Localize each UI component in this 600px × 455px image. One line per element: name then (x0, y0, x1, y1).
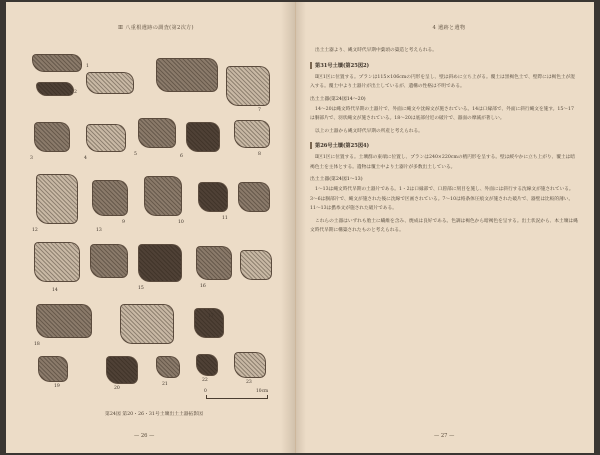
sherd-label-10: 10 (178, 220, 184, 225)
sherd-3 (86, 72, 134, 94)
sherd-label-1: 1 (86, 64, 89, 69)
sherd-5 (226, 66, 270, 106)
intro-paragraph: 出土土器より、縄文時代早期中葉頃の築造と考えられる。 (315, 48, 437, 53)
sherd-label-8: 8 (258, 152, 261, 157)
section-subheading: 出土土器(第24図1〜13) (310, 177, 363, 182)
sherd-1 (32, 54, 82, 72)
folio: — 27 — (434, 433, 455, 439)
scale-bar (206, 395, 268, 399)
sherd-label-5: 5 (134, 152, 137, 157)
sherd-label-17: 17 (208, 314, 214, 319)
sherd-28 (234, 352, 266, 378)
sherd-11 (36, 174, 78, 224)
section-paragraph: Ⅱ区1区に位置する。土壙群の東端に位置し、プランは240×220cmの楕円形を呈する。壁は緩やかに立ち上がり、覆土は暗褐色土を主体とする。遺物は覆土中より土器片が多数出土している。 (310, 155, 576, 170)
sherd-label-12: 12 (32, 228, 38, 233)
sherd-22 (120, 304, 174, 344)
sherd-label-14: 14 (52, 288, 58, 293)
sherd-20 (240, 250, 272, 280)
sherd-4 (156, 58, 218, 92)
scale-label: 10cm (256, 389, 269, 394)
gutter-shadow (281, 2, 295, 453)
sherd-10 (234, 120, 270, 148)
sherd-label-19: 19 (54, 384, 60, 389)
sherd-label-4: 4 (84, 156, 87, 161)
section-subheading: 出土土器(第24図14〜20) (310, 96, 366, 102)
sherd-6 (34, 122, 70, 152)
sherd-label-7: 7 (258, 108, 261, 113)
section-paragraph: これらの土器はいずれも胎土に繊維を含み、焼成は良好である。色調は褐色から暗褐色を呈する。出土状況から、本土壙は縄文時代早期に構築されたものと考えられる。 (310, 218, 578, 233)
scale-zero: 0 (204, 389, 207, 394)
sherd-label-21: 21 (162, 382, 168, 387)
sherd-19 (196, 246, 232, 280)
sherd-12 (92, 180, 128, 216)
sherd-label-16: 16 (200, 284, 206, 289)
section-paragraph: 以上の土器から縄文時代早期の所産と考えられる。 (315, 128, 423, 134)
sherd-label-9: 9 (122, 220, 125, 225)
sherd-23 (194, 308, 224, 338)
section-paragraph: 14〜20は縄文時代早期の土器片で、外面に縄文や沈線文が施されている。14は口縁部で、外面に斜行縄文を施す。15〜17は胴部片で、羽状縄文が施されている。18〜20は底部付近の破片で、器面の摩滅が著しい。 (310, 106, 574, 121)
sherd-label-23: 23 (246, 380, 252, 385)
sherd-25 (106, 356, 138, 384)
sherd-label-20: 20 (114, 386, 120, 391)
sherd-label-6: 6 (180, 154, 183, 159)
sherd-7 (86, 124, 126, 152)
figure-caption: 第24図 第20・26・31号土壙出土土器拓影図 (105, 412, 203, 417)
sherd-14 (198, 182, 228, 212)
sherd-27 (196, 354, 218, 376)
gutter-shadow (296, 2, 306, 453)
running-head: 4 遺跡と遺物 (432, 25, 466, 31)
sherd-8 (138, 118, 176, 148)
sherd-label-2: 2 (74, 90, 77, 95)
sherd-label-3: 3 (30, 156, 33, 161)
sherd-18 (138, 244, 182, 282)
sherd-label-22: 22 (202, 378, 208, 383)
sherd-label-13: 13 (96, 228, 102, 233)
book-spread (6, 2, 594, 453)
sherd-26 (156, 356, 180, 378)
sherd-24 (38, 356, 68, 382)
sherd-label-11: 11 (222, 216, 228, 221)
sherd-13 (144, 176, 182, 216)
section-heading: 第26号土壙(第25図4) (310, 142, 578, 149)
section-paragraph: 1〜13は縄文時代早期の土器片である。1・2は口縁部で、口唇部に刻目を施し、外面には斜行する沈線文が施されている。3〜6は胴部片で、縄文が施された後に沈線で区画されている。7〜10は絡条体圧痕文が施された破片で、器壁は比較的薄い。11〜13は撚糸文が施された破片である。 (310, 187, 574, 211)
left-page (6, 2, 296, 453)
sherd-2 (36, 82, 74, 96)
sherd-21 (36, 304, 92, 338)
body-text (310, 46, 578, 239)
sherd-label-18: 18 (34, 342, 40, 347)
sherd-15 (238, 182, 270, 212)
right-page (296, 2, 594, 453)
section-heading: 第31号土壙(第25図2) (310, 62, 578, 69)
sherd-label-15: 15 (138, 286, 144, 291)
folio: — 26 — (134, 433, 155, 439)
sherd-16 (34, 242, 80, 282)
section-paragraph: Ⅱ区1区に位置する。プランは115×106cmの円形を呈し、壁は斜めに立ち上がる。覆土は黒褐色土で、壁際には褐色土が混入する。覆土中より土器片が出土しているが、遺構の性格は不明である。 (310, 74, 575, 89)
sherd-17 (90, 244, 128, 278)
sherd-plate (26, 52, 282, 402)
running-head: Ⅲ 八重根遺跡の調査(第2次方) (118, 25, 194, 31)
sherd-9 (186, 122, 220, 152)
